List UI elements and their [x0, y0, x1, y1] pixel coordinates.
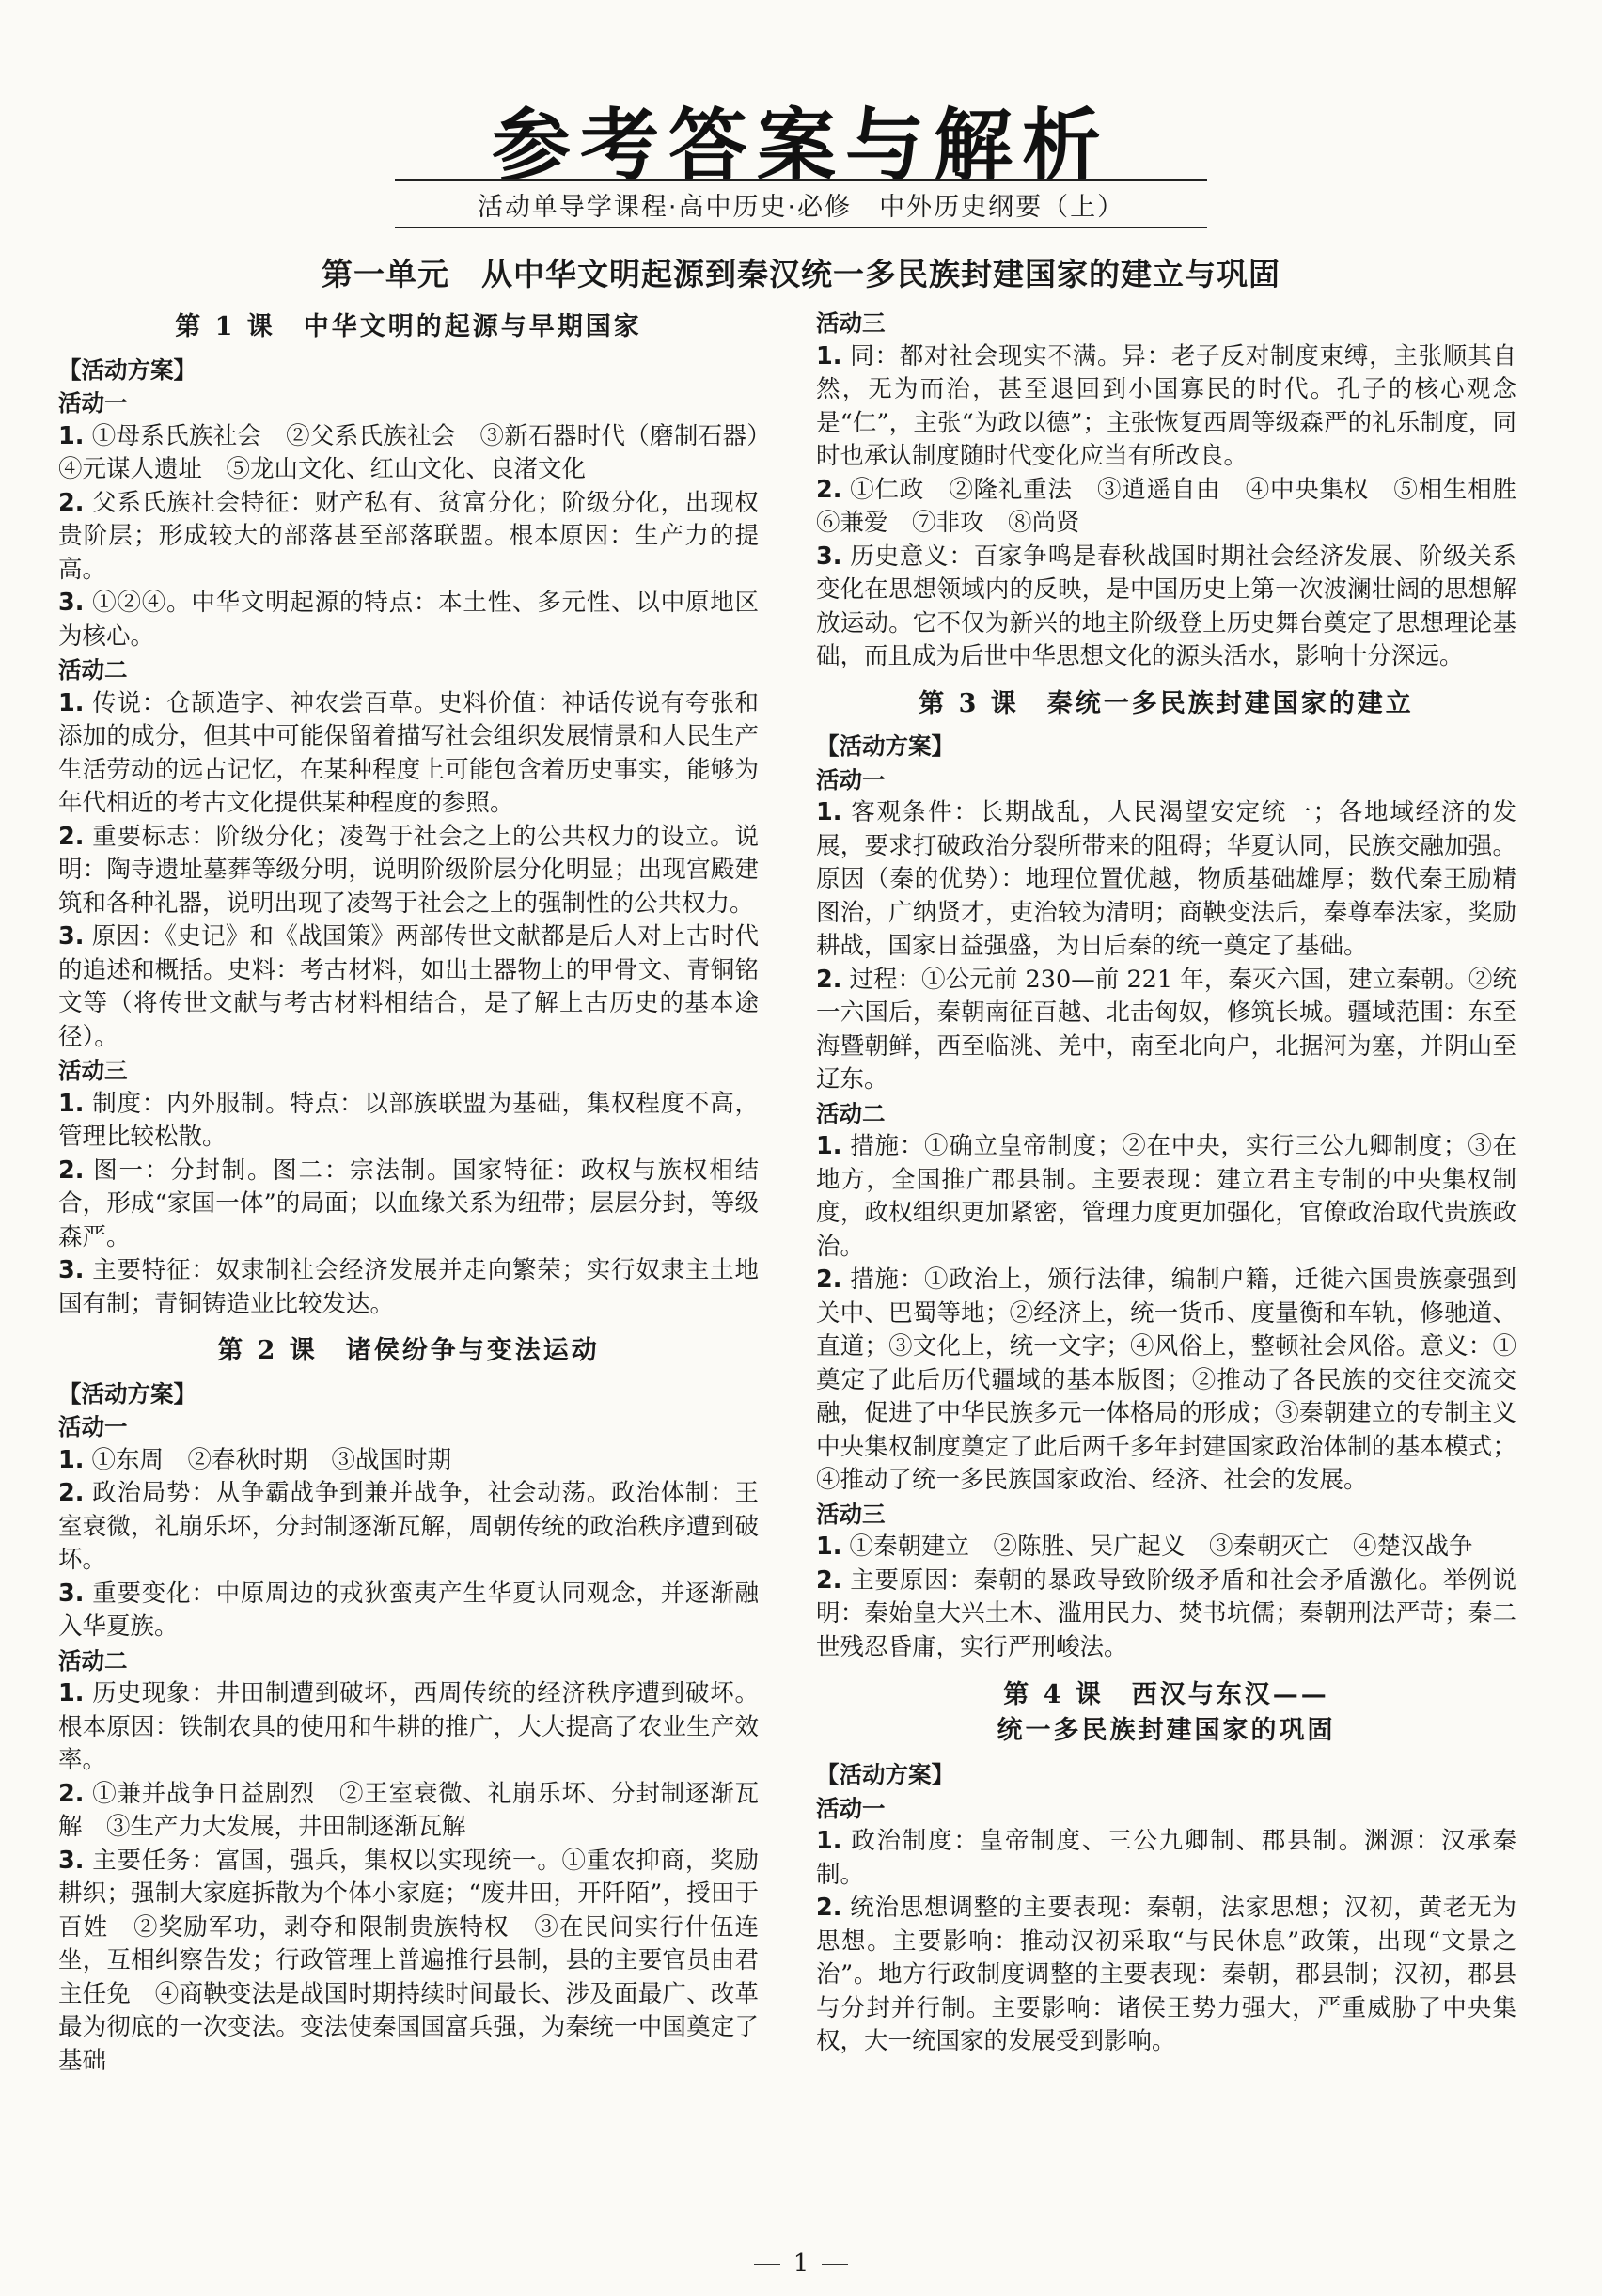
- answer-item: [58, 920, 759, 1054]
- subtitle-rule-bottom: [395, 227, 1207, 228]
- item-text: 同：都对社会现实不满。异：老子反对制度束缚，主张顺其自然，无为而治，甚至退回到小国寡民的时代。孔子的核心观念是“仁”，主张“为政以德”；主张恢复西周等级森严的礼乐制度，同时也承认制度随时代变化应当有所改良。: [816, 341, 1516, 470]
- page-title: 参考答案与解析: [491, 100, 1110, 192]
- activity-heading: 活动二: [58, 656, 128, 684]
- answer-item: [58, 1845, 759, 2079]
- answer-item: [58, 1677, 759, 1778]
- page-number-dash-right: [822, 2264, 848, 2265]
- activity-plan-heading: 【活动方案】: [816, 1761, 954, 1788]
- lesson-4-title: [816, 1677, 1516, 1749]
- item-text: 政治制度：皇帝制度、三公九卿制、郡县制。渊源：汉承秦制。: [816, 1827, 1516, 1889]
- answer-item: [816, 1565, 1516, 1665]
- answer-item: [816, 1825, 1516, 1892]
- answer-item: [816, 1531, 1516, 1565]
- right-column: [816, 307, 1541, 2059]
- item-text: 父系氏族社会特征：财产私有、贫富分化；阶级分化，出现权贵阶层；形成较大的部落甚至部落联盟。根本原因：生产力的提高。: [58, 488, 759, 584]
- item-text: 历史意义：百家争鸣是春秋战国时期社会经济发展、阶级关系变化在思想领域内的反映，是中国历史上第一次波澜壮阔的思想解放运动。它不仅为新兴的地主阶级登上历史舞台奠定了思想理论基础，而且成为后世中华思想文化的源头活水，影响十分深远。: [816, 542, 1516, 670]
- item-number: 3.: [58, 1579, 85, 1608]
- answer-item: [816, 1892, 1516, 2059]
- activity-heading: 活动一: [816, 1794, 886, 1822]
- lesson-1-title: 第 1 课 中华文明的起源与早期国家: [175, 312, 642, 341]
- item-number: 2.: [816, 1565, 842, 1595]
- item-number: 3.: [58, 922, 85, 951]
- item-number: 1.: [58, 1089, 85, 1118]
- answer-item: [58, 1477, 759, 1578]
- lesson-4-title-line1: 第 4 课 西汉与东汉——: [1003, 1680, 1329, 1709]
- activity-plan-heading: 【活动方案】: [816, 732, 954, 760]
- item-text: ①母系氏族社会 ②父系氏族社会 ③新石器时代（磨制石器） ④元谋人遗址 ⑤龙山文化、红山文化、良渚文化: [58, 421, 783, 483]
- answer-item: [816, 796, 1516, 964]
- left-column: [58, 307, 783, 2078]
- item-number: 2.: [816, 1894, 842, 1922]
- item-number: 1.: [816, 1827, 842, 1855]
- activity-heading: 活动三: [58, 1057, 128, 1084]
- answer-item: [58, 587, 759, 653]
- activity-heading: 活动三: [816, 309, 886, 337]
- answer-item: [816, 964, 1516, 1097]
- activity-heading: 活动一: [58, 1413, 128, 1440]
- subtitle: 活动单导学课程·高中历史·必修 中外历史纲要（上）: [477, 193, 1125, 222]
- item-text: 客观条件：长期战乱，人民渴望安定统一；各地域经济的发展，要求打破政治分裂所带来的阻碍；华夏认同，民族交融加强。原因（秦的优势）：地理位置优越，物质基础雄厚；数代秦王励精图治，广纳贤才，吏治较为清明；商鞅变法后，秦尊奉法家，奖励耕战，国家日益强盛，为日后秦的统一奠定了基础。: [816, 798, 1516, 960]
- item-text: 重要标志：阶级分化；凌驾于社会之上的公共权力的设立。说明：陶寺遗址墓葬等级分明，说明阶级阶层分化明显；出现宫殿建筑和各种礼器，说明出现了凌驾于社会之上的强制性的公共权力。: [58, 822, 759, 918]
- answer-item: [816, 1130, 1516, 1264]
- item-text: 过程：①公元前 230—前 221 年，秦灭六国，建立秦朝。②统一六国后，秦朝南征百越、北击匈奴，修筑长城。疆域范围：东至海暨朝鲜，西至临洮、羌中，南至北向户，北据河为塞，并阴山至辽东。: [816, 965, 1516, 1093]
- answer-item: [58, 1088, 759, 1155]
- item-number: 1.: [816, 798, 842, 826]
- item-text: ①东周 ②春秋时期 ③战国时期: [91, 1445, 451, 1474]
- page-number: [0, 2249, 1602, 2277]
- activity-heading: 活动二: [58, 1646, 128, 1675]
- answer-item: [816, 474, 1541, 541]
- answer-item: [816, 1264, 1516, 1498]
- answer-item: [58, 687, 759, 821]
- answer-item: [58, 1444, 759, 1478]
- lesson-3-title: 第 3 课 秦统一多民族封建国家的建立: [919, 688, 1414, 718]
- item-text: 原因：《史记》和《战国策》两部传世文献都是后人对上古时代的追述和概括。史料：考古材料，如出土器物上的甲骨文、青铜铭文等（将传世文献与考古材料相结合，是了解上古历史的基本途径）。: [58, 922, 759, 1051]
- answer-item: [58, 1155, 759, 1255]
- answer-item: [816, 340, 1516, 474]
- answer-item: [58, 821, 759, 921]
- page-number-value: 1: [793, 2249, 809, 2277]
- activity-heading: 活动一: [58, 389, 128, 417]
- item-text: 制度：内外服制。特点：以部族联盟为基础，集权程度不高，管理比较松散。: [58, 1089, 759, 1151]
- answer-item: [58, 487, 759, 588]
- answer-item: [58, 1778, 759, 1845]
- item-number: 2.: [816, 475, 842, 504]
- activity-plan-heading: 【活动方案】: [58, 1379, 196, 1407]
- item-text: ①兼并战争日益剧烈 ②王室衰微、礼崩乐坏、分封制逐渐瓦解 ③生产力大发展，井田制逐渐瓦解: [58, 1779, 759, 1841]
- item-number: 2.: [58, 1479, 85, 1507]
- item-number: 2.: [58, 1779, 85, 1808]
- item-text: 主要特征：奴隶制社会经济发展并走向繁荣；实行奴隶主土地国有制；青铜铸造业比较发达。: [58, 1256, 759, 1318]
- item-number: 3.: [58, 589, 85, 617]
- item-number: 2.: [816, 965, 842, 994]
- item-number: 3.: [816, 542, 842, 571]
- lesson-2-title: 第 2 课 诸侯纷争与变法运动: [217, 1336, 600, 1365]
- item-number: 1.: [816, 341, 842, 370]
- activity-heading: 活动一: [816, 765, 886, 794]
- answer-item: [58, 1578, 759, 1644]
- item-text: 主要任务：富国，强兵，集权以实现统一。①重农抑商，奖励耕织；强制大家庭拆散为个体小家庭；“废井田，开阡陌”，授田于百姓 ②奖励军功，剥夺和限制贵族特权 ③在民间实行什伍连坐，互相纠察告发；行政管理上普遍推行县制，县的主要官员由君主任免 ④商鞅变法是战国时期持续时间最长、涉及面最广、改革最为彻底的一次变法。变法使秦国国富兵强，为秦统一中国奠定了基础: [58, 1846, 759, 2075]
- item-number: 1.: [58, 1679, 85, 1707]
- page-number-dash-left: [754, 2264, 780, 2265]
- activity-heading: 活动三: [816, 1500, 886, 1528]
- item-text: 政治局势：从争霸战争到兼并战争，社会动荡。政治体制：王室衰微，礼崩乐坏，分封制逐渐瓦解，周朝传统的政治秩序遭到破坏。: [58, 1479, 759, 1574]
- subtitle-block: [395, 179, 1207, 228]
- item-number: 1.: [816, 1132, 842, 1160]
- item-number: 2.: [58, 1156, 85, 1185]
- item-text: ①仁政 ②隆礼重法 ③逍遥自由 ④中央集权 ⑤相生相胜 ⑥兼爱 ⑦非攻 ⑧尚贤: [816, 475, 1541, 537]
- item-text: 措施：①确立皇帝制度；②在中央，实行三公九卿制度；③在地方，全国推广郡县制。主要表现：建立君主专制的中央集权制度，政权组织更加紧密，管理力度更加强化，官僚政治取代贵族政治。: [816, 1132, 1516, 1261]
- item-number: 3.: [58, 1256, 85, 1284]
- item-text: 主要原因：秦朝的暴政导致阶级矛盾和社会矛盾激化。举例说明：秦始皇大兴土木、滥用民力、焚书坑儒；秦朝刑法严苛；秦二世残忍昏庸，实行严刑峻法。: [816, 1565, 1516, 1661]
- item-number: 2.: [58, 488, 85, 517]
- activity-heading: 活动二: [816, 1099, 886, 1127]
- answer-item: [58, 420, 783, 487]
- item-number: 3.: [58, 1846, 85, 1875]
- answer-item: [58, 1254, 759, 1321]
- item-text: 传说：仓颉造字、神农尝百草。史料价值：神话传说有夸张和添加的成分，但其中可能保留着描写社会组织发展情景和人民生产生活劳动的远古记忆，在某种程度上可能包含着历史事实，能够为年代相近的考古文化提供某种程度的参照。: [58, 688, 759, 817]
- unit-title: 第一单元 从中华文明起源到秦汉统一多民族封建国家的建立与巩固: [322, 256, 1280, 292]
- item-text: 重要变化：中原周边的戎狄蛮夷产生华夏认同观念，并逐渐融入华夏族。: [58, 1579, 759, 1641]
- item-number: 1.: [58, 1445, 85, 1474]
- item-number: 1.: [58, 421, 85, 450]
- item-number: 1.: [58, 688, 85, 717]
- answer-item: [816, 541, 1516, 674]
- item-text: 统治思想调整的主要表现：秦朝，法家思想；汉初，黄老无为思想。主要影响：推动汉初采取“与民休息”政策，出现“文景之治”。地方行政制度调整的主要表现：秦朝，郡县制；汉初，郡县与分封并行制。主要影响：诸侯王势力强大，严重威胁了中央集权，大一统国家的发展受到影响。: [816, 1894, 1516, 2055]
- lesson-4-title-line2: 统一多民族封建国家的巩固: [997, 1716, 1336, 1745]
- item-number: 2.: [816, 1266, 842, 1294]
- activity-plan-heading: 【活动方案】: [58, 355, 196, 384]
- item-text: 历史现象：井田制遭到破坏，西周传统的经济秩序遭到破坏。根本原因：铁制农具的使用和牛耕的推广，大大提高了农业生产效率。: [58, 1679, 759, 1774]
- item-text: ①②④。中华文明起源的特点：本土性、多元性、以中原地区为核心。: [58, 589, 759, 651]
- item-number: 2.: [58, 822, 85, 851]
- item-number: 1.: [816, 1533, 842, 1561]
- item-text: 图一：分封制。图二：宗法制。国家特征：政权与族权相结合，形成“家国一体”的局面；以血缘关系为纽带；层层分封，等级森严。: [58, 1156, 759, 1251]
- item-text: ①秦朝建立 ②陈胜、吴广起义 ③秦朝灭亡 ④楚汉战争: [849, 1533, 1473, 1561]
- item-text: 措施：①政治上，颁行法律，编制户籍，迁徙六国贵族豪强到关中、巴蜀等地；②经济上，统一货币、度量衡和车轨，修驰道、直道；③文化上，统一文字；④风俗上，整顿社会风俗。意义：①奠定了此后历代疆域的基本版图；②推动了各民族的交往交流交融，促进了中华民族多元一体格局的形成；③秦朝建立的专制主义中央集权制度奠定了此后两千多年封建国家政治体制的基本模式；④推动了统一多民族国家政治、经济、社会的发展。: [816, 1266, 1516, 1494]
